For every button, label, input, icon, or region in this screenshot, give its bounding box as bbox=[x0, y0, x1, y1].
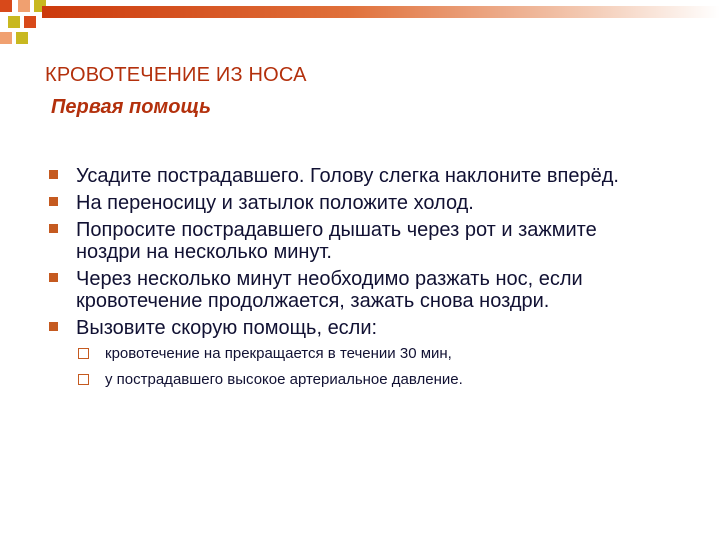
list-item bbox=[47, 165, 657, 187]
sub-list-item-text: у пострадавшего высокое артериальное давление. bbox=[105, 371, 463, 388]
list-item-text: Через несколько минут необходимо разжать нос, если кровотечение продолжается, зажать снова ноздри. bbox=[76, 268, 583, 312]
sub-list-item-text: кровотечение на прекращается в течении 30 мин, bbox=[105, 345, 452, 362]
decor-square bbox=[16, 32, 28, 44]
list-item bbox=[47, 317, 657, 391]
sub-list-item bbox=[76, 343, 657, 365]
list-item-text: На переносицу и затылок положите холод. bbox=[76, 192, 474, 214]
hollow-square-bullet-icon bbox=[78, 374, 89, 385]
slide-subtitle: Первая помощь bbox=[51, 96, 212, 118]
decor-square bbox=[0, 0, 12, 12]
decor-square bbox=[18, 0, 30, 12]
decor-square bbox=[0, 32, 12, 44]
sub-bullet-list bbox=[76, 343, 657, 391]
bullet-list bbox=[47, 165, 657, 396]
hollow-square-bullet-icon bbox=[78, 348, 89, 359]
slide-title: КРОВОТЕЧЕНИЕ ИЗ НОСА bbox=[45, 64, 307, 86]
header-gradient-bar bbox=[42, 6, 720, 18]
square-bullet-icon bbox=[49, 273, 58, 282]
square-bullet-icon bbox=[49, 197, 58, 206]
sub-list-item bbox=[76, 369, 657, 391]
decor-square bbox=[24, 16, 36, 28]
list-item-text: Усадите пострадавшего. Голову слегка наклоните вперёд. bbox=[76, 165, 619, 187]
list-item bbox=[47, 192, 657, 214]
list-item-text: Вызовите скорую помощь, если: bbox=[76, 317, 378, 339]
list-item bbox=[47, 268, 657, 312]
square-bullet-icon bbox=[49, 170, 58, 179]
list-item-text: Попросите пострадавшего дышать через рот и зажмите ноздри на несколько минут. bbox=[76, 219, 597, 263]
decor-square bbox=[8, 16, 20, 28]
list-item bbox=[47, 219, 657, 263]
square-bullet-icon bbox=[49, 322, 58, 331]
header-decoration bbox=[0, 0, 720, 50]
square-bullet-icon bbox=[49, 224, 58, 233]
